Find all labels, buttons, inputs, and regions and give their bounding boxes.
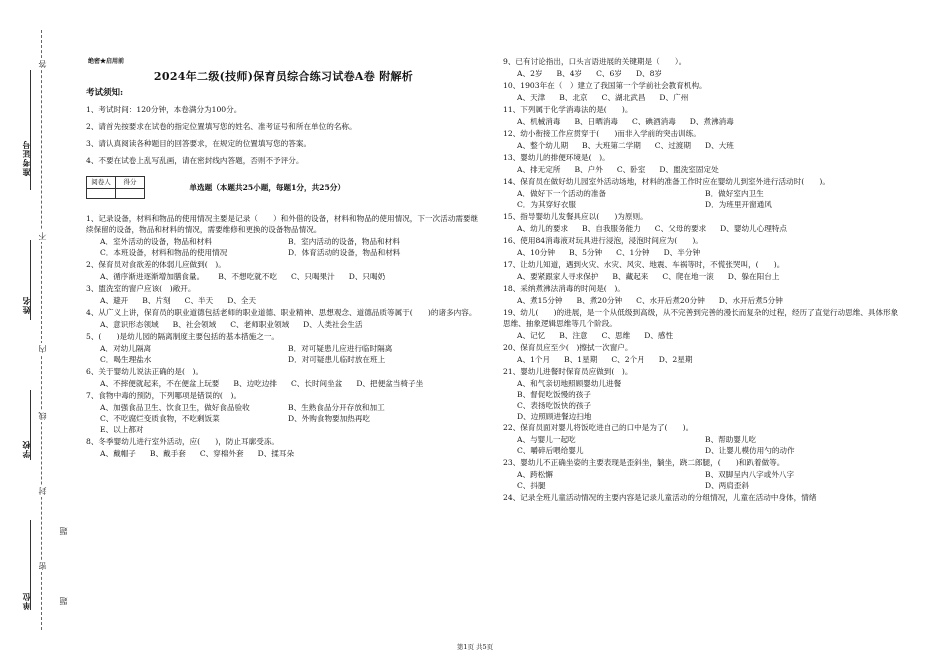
question-item <box>86 307 481 330</box>
answer-option[interactable]: A、整个幼儿期 <box>517 141 569 150</box>
seal-label-xian: 线 <box>38 412 47 420</box>
answer-option[interactable]: C、表扬吃饭快的孩子 <box>517 401 592 410</box>
question-stem: 10、1903年在（ ）建立了我国第一个学前社会教育机构。 <box>503 81 707 90</box>
answer-options <box>503 140 903 151</box>
score-table-cell-score[interactable] <box>116 189 145 199</box>
answer-option[interactable]: C、思维 <box>601 331 631 340</box>
answer-option[interactable]: D、感性 <box>644 331 674 340</box>
answer-option[interactable]: B、社会领域 <box>172 320 217 329</box>
answer-options <box>503 92 903 103</box>
answer-option[interactable]: C．为其穿好衣服 <box>517 200 576 209</box>
answer-option[interactable]: B．室内活动的设备，物品和材料 <box>288 237 400 246</box>
question-item <box>86 259 481 282</box>
answer-option[interactable]: B、戴手套 <box>149 449 186 458</box>
answer-option[interactable]: B、自我服务能力 <box>582 224 641 233</box>
answer-option[interactable]: B、督促吃饭慢的孩子 <box>517 390 591 399</box>
answer-option[interactable]: C．本班设备，材料和物品的使用情况 <box>100 248 228 257</box>
score-table-cell-grader[interactable] <box>87 189 116 199</box>
answer-option[interactable]: C、卧室 <box>616 165 646 174</box>
answer-option[interactable]: A、意识形态领域 <box>100 320 159 329</box>
answer-option[interactable]: A．做好下一个活动的准备 <box>517 189 607 198</box>
answer-options <box>503 188 903 210</box>
question-stem: 4、从广义上讲，保育员的职业道德包括老师的职业道德、职业精神、思想观念、道德品质等属于( )的诸多内容。 <box>86 308 477 317</box>
question-stem: 13、婴幼儿的排便环境是( )。 <box>503 153 610 162</box>
question-item <box>503 104 903 127</box>
field-label-school: 学校 <box>21 440 31 458</box>
strip-small-word: 题 <box>59 597 68 605</box>
answer-option[interactable]: B、帮助婴儿吃 <box>705 435 757 444</box>
answer-option[interactable]: A、幼儿的要求 <box>517 224 569 233</box>
answer-option[interactable]: D．体育活动的设备，物品和材料 <box>288 248 401 257</box>
answer-option[interactable]: D、大班 <box>704 141 734 150</box>
right-column <box>503 56 903 504</box>
answer-option[interactable]: C、6岁 <box>596 69 622 78</box>
question-stem: 23、婴幼儿不正确坐姿的主要表现是歪斜坐，躺坐，跷二郎腿，( )和趴着做等。 <box>503 458 785 467</box>
answer-option[interactable]: A、1个月 <box>517 355 551 364</box>
answer-option[interactable]: C、老师职业领域 <box>230 320 290 329</box>
answer-options <box>86 378 481 389</box>
answer-option[interactable]: C．喝生理盐水 <box>100 355 152 364</box>
answer-option[interactable]: C、嚼碎后喂给婴儿 <box>517 446 584 455</box>
answer-option[interactable]: D、只喝奶 <box>348 272 386 281</box>
notice-item: 1、考试时间：120分钟，本卷满分为100分。 <box>86 105 242 114</box>
answer-options <box>86 448 481 459</box>
question-item <box>86 331 481 365</box>
notice-item: 4、不要在试卷上乱写乱画，请在密封线内答题，否则不予评分。 <box>86 156 304 165</box>
answer-option[interactable]: B、生熟食品分开存放和加工 <box>288 403 385 412</box>
answer-option[interactable]: D、让婴儿模仿用勺的动作 <box>705 446 795 455</box>
question-item <box>503 492 903 503</box>
answer-option[interactable]: D、煮沸消毒 <box>689 117 734 126</box>
score-table-header-score: 得分 <box>116 177 145 189</box>
answer-options <box>86 236 481 258</box>
answer-option[interactable]: B、不想吃就不吃 <box>218 272 277 281</box>
question-item <box>86 213 481 258</box>
question-stem: 24、记录全班儿童活动情况的主要内容是记录儿童活动的分组情况，儿童在活动中身体，情绪 <box>503 493 817 502</box>
answer-option[interactable]: D、全天 <box>227 296 257 305</box>
question-item <box>503 283 903 306</box>
field-label-name: 姓名 <box>21 296 31 314</box>
question-stem: 7、食物中毒的预防，下列哪项是错误的( )。 <box>86 391 242 400</box>
answer-options <box>86 402 481 435</box>
answer-option[interactable]: A、10分钟 <box>517 248 555 257</box>
answer-option[interactable]: C、穿棉外套 <box>199 449 244 458</box>
question-item <box>503 128 903 151</box>
answer-option[interactable]: D、人类社会生活 <box>303 320 363 329</box>
answer-option[interactable]: B、边吃边排 <box>233 379 277 388</box>
answer-option[interactable]: C、只喝果汁 <box>290 272 335 281</box>
score-row <box>86 176 481 199</box>
answer-option[interactable]: A、加强食品卫生、饮食卫生，做好食品验收 <box>100 403 250 412</box>
answer-option[interactable]: C、爬在地一滚 <box>662 272 714 281</box>
answer-option[interactable]: A、天津 <box>517 93 546 102</box>
answer-option[interactable]: D、揉耳朵 <box>257 449 295 458</box>
answer-option[interactable]: A、排无定所 <box>517 165 561 174</box>
question-item <box>503 176 903 210</box>
answer-option[interactable]: C、水开后煮20分钟 <box>636 296 705 305</box>
question-item <box>503 342 903 365</box>
answer-option[interactable]: D、两肩歪斜 <box>705 481 750 490</box>
question-stem: 3、盥洗室的窗户应该( )敞开。 <box>86 284 196 293</box>
notice-item: 2、请首先按要求在试卷的指定位置填写您的姓名、准考证号和所在单位的名称。 <box>86 122 357 131</box>
field-label-unit: 单位 <box>21 592 31 610</box>
answer-option[interactable]: B、1星期 <box>564 355 598 364</box>
answer-option[interactable]: D、8岁 <box>635 69 663 78</box>
question-item <box>503 457 903 491</box>
question-stem: 21、婴幼儿进餐时保育员应做到( )。 <box>503 367 633 376</box>
left-question-list <box>86 213 481 459</box>
answer-option[interactable]: C、湖北武昌 <box>601 93 646 102</box>
question-item <box>86 390 481 435</box>
answer-option[interactable]: D、2星期 <box>658 355 693 364</box>
answer-option[interactable]: C、2个月 <box>611 355 645 364</box>
answer-option[interactable]: D、边照顾进餐边扫地 <box>517 412 592 421</box>
answer-options <box>503 68 903 79</box>
answer-option[interactable]: D．对可疑患儿临时放在班上 <box>288 355 386 364</box>
answer-option[interactable]: B、5分钟 <box>568 248 603 257</box>
answer-options <box>503 223 903 234</box>
answer-option[interactable]: D、躲在阳台上 <box>727 272 780 281</box>
answer-option[interactable]: B、4岁 <box>556 69 583 78</box>
answer-option[interactable]: C、碘酒消毒 <box>632 117 676 126</box>
question-item <box>503 422 903 456</box>
answer-option[interactable]: A、循序渐进逐渐增加膳食量。 <box>100 272 205 281</box>
answer-option[interactable]: C、过渡期 <box>654 141 691 150</box>
answer-option[interactable]: D．为班里开窗通风 <box>705 200 772 209</box>
answer-options <box>86 271 481 282</box>
answer-option[interactable]: B．做好室内卫生 <box>705 189 764 198</box>
answer-options <box>503 271 903 282</box>
seal-label-da: 答 <box>38 60 47 68</box>
field-line-unit[interactable] <box>30 520 31 610</box>
answer-option[interactable]: B、户外 <box>574 165 603 174</box>
answer-option[interactable]: C、长时间坐盆 <box>290 379 343 388</box>
question-stem: 18、采纳煮沸法消毒的时间是( )。 <box>503 284 625 293</box>
question-stem: 15、指导婴幼儿发餐具应以( )为原则。 <box>503 212 648 221</box>
answer-option[interactable]: A、跨松懈 <box>517 470 553 479</box>
question-stem: 22、保育员面对婴儿将饭吃进自己的口中是为了( )。 <box>503 423 694 432</box>
answer-options <box>503 247 903 258</box>
answer-option[interactable]: B．对可疑患儿应进行临时隔离 <box>288 344 393 353</box>
page-footer: 第1页 共5页 <box>456 643 494 651</box>
answer-option[interactable]: B、煮20分钟 <box>576 296 623 305</box>
left-column <box>86 56 481 460</box>
answer-options <box>503 434 903 456</box>
score-table-header-grader: 阅卷人 <box>87 177 116 189</box>
question-stem: 12、幼小衔接工作应贯穿于( )而非入学前的突击训练。 <box>503 129 701 138</box>
question-stem: 20、保育员应至少( )擦拭一次窗户。 <box>503 343 633 352</box>
answer-option[interactable]: A、不摔便就起来，不在便盆上玩要 <box>100 379 220 388</box>
answer-option[interactable]: B、大班第二学期 <box>582 141 641 150</box>
binding-strip <box>0 0 72 671</box>
answer-option[interactable]: B、片刻 <box>142 296 171 305</box>
answer-option[interactable]: A、机械消毒 <box>517 117 561 126</box>
question-item <box>503 211 903 234</box>
question-stem: 6、关于婴幼儿说法正确的是( )。 <box>86 367 204 376</box>
question-item <box>503 152 903 175</box>
question-stem: 16、使用84消毒液对玩具进行浸泡，浸泡时间应为( )。 <box>503 236 703 245</box>
question-item <box>86 366 481 389</box>
answer-option[interactable]: D、盥洗室固定处 <box>659 165 719 174</box>
right-question-list <box>503 56 903 503</box>
seal-label-bu: 不 <box>38 232 47 240</box>
answer-options <box>503 164 903 175</box>
seal-line <box>41 30 42 630</box>
answer-option[interactable]: B、日晒消毒 <box>574 117 619 126</box>
answer-option[interactable]: A、2岁 <box>517 69 543 78</box>
answer-option[interactable]: C、不吃腐烂变质食物，不吃剩饭菜 <box>100 414 220 423</box>
question-stem: 5、( )是幼儿园的隔离制度主要包括的基本措施之一。 <box>86 332 280 341</box>
notice-heading: 考试须知: <box>86 88 124 98</box>
field-line-school[interactable] <box>30 390 31 460</box>
answer-option[interactable]: B、注意 <box>559 331 588 340</box>
question-item <box>86 436 481 459</box>
answer-options <box>503 469 903 491</box>
answer-option[interactable]: A、煮15分钟 <box>517 296 563 305</box>
answer-option[interactable]: A、要紧跟家人寻求保护 <box>517 272 599 281</box>
section-title: 单选题（本题共25小题，每题1分，共25分） <box>189 183 345 192</box>
question-item <box>503 56 903 79</box>
question-stem: 1、记录设备，材料和物品的使用情况主要是记录（ ）和外借的设备，材料和物品的使用情况，下一次活动需要继续保留的设备，物品和材料的情况，需要维修和更换的设备物品情况。 <box>86 214 479 234</box>
answer-options <box>86 343 481 365</box>
answer-option[interactable]: D、外购食物要加热再吃 <box>288 414 371 423</box>
answer-option[interactable]: D、半分钟 <box>663 248 701 257</box>
seal-label-feng: 封 <box>38 487 47 495</box>
answer-option[interactable]: B、藏起来 <box>612 272 649 281</box>
answer-option[interactable]: C、抖腿 <box>517 481 546 490</box>
question-item <box>503 259 903 282</box>
answer-option[interactable]: A、避开 <box>100 296 129 305</box>
answer-options <box>86 319 481 330</box>
question-stem: 14、保育员在做好幼儿园室外活动场地，材料的准备工作时应在婴幼儿到室外进行活动时( )。 <box>503 177 830 186</box>
answer-option[interactable]: E、以上都对 <box>100 425 144 434</box>
answer-option[interactable]: D、广州 <box>659 93 689 102</box>
question-item <box>503 80 903 103</box>
seal-label-nei: 内 <box>38 345 47 353</box>
answer-option[interactable]: A、和气亲切地照顾婴幼儿进餐 <box>517 379 622 388</box>
answer-option[interactable]: D、水开后煮5分钟 <box>718 296 783 305</box>
question-stem: 9、已有讨论指出，口头言语进展的关键期是（ ）。 <box>503 57 687 66</box>
answer-option[interactable]: A．室外活动的设备，物品和材料 <box>100 237 212 246</box>
question-stem: 8、冬季婴幼儿进行室外活动，应( )，防止耳廓受冻。 <box>86 437 280 446</box>
answer-option[interactable]: B、北京 <box>559 93 588 102</box>
question-item <box>86 283 481 306</box>
exam-title: 2024年二级(技师)保育员综合练习试卷A卷 附解析 <box>153 70 414 83</box>
answer-option[interactable]: B、双脚呈内八字或外八字 <box>705 470 795 479</box>
question-item <box>503 307 903 341</box>
answer-option[interactable]: D、把便盆当椅子坐 <box>356 379 424 388</box>
answer-option[interactable]: A、记忆 <box>517 331 546 340</box>
field-line-exam-number[interactable] <box>30 70 31 190</box>
secret-mark: 绝密★启用前 <box>88 58 125 65</box>
question-item <box>503 235 903 258</box>
answer-option[interactable]: C、半天 <box>184 296 214 305</box>
answer-option[interactable]: D、婴幼儿心理特点 <box>720 224 788 233</box>
answer-option[interactable]: C、父母的要求 <box>654 224 707 233</box>
question-stem: 17、让幼儿知道，遇到火灾、水灾、风灾、地震、车祸等时，不慌张哭叫，( )。 <box>503 260 785 269</box>
answer-options <box>86 295 481 306</box>
question-stem: 11、下列属于化学消毒法的是( )。 <box>503 105 633 114</box>
notice-item: 3、请认真阅读各种题目的回答要求，在规定的位置填写您的答案。 <box>86 139 312 148</box>
answer-option[interactable]: A、戴帽子 <box>100 449 136 458</box>
score-table <box>86 176 145 199</box>
answer-options <box>503 330 903 341</box>
question-item <box>503 366 903 422</box>
field-line-name[interactable] <box>30 240 31 320</box>
answer-options <box>503 354 903 365</box>
answer-options <box>503 295 903 306</box>
question-stem: 19、幼儿( )的进展，是一个从低级到高级，从不完善到完善的漫长而复杂的过程，经历了直觉行动思维、具体形象思维、抽象逻辑思维等几个阶段。 <box>503 308 899 328</box>
strip-small-word: 题 <box>59 527 68 535</box>
answer-option[interactable]: A、与婴儿一起吃 <box>517 435 576 444</box>
answer-option[interactable]: A．对幼儿隔离 <box>100 344 152 353</box>
seal-label-mi: 密 <box>38 562 47 570</box>
answer-options <box>503 116 903 127</box>
answer-option[interactable]: C、1分钟 <box>616 248 650 257</box>
field-label-exam-number: 准考证号 <box>21 140 31 176</box>
question-stem: 2、保育员对食欲差的体弱儿应做到( )。 <box>86 260 226 269</box>
